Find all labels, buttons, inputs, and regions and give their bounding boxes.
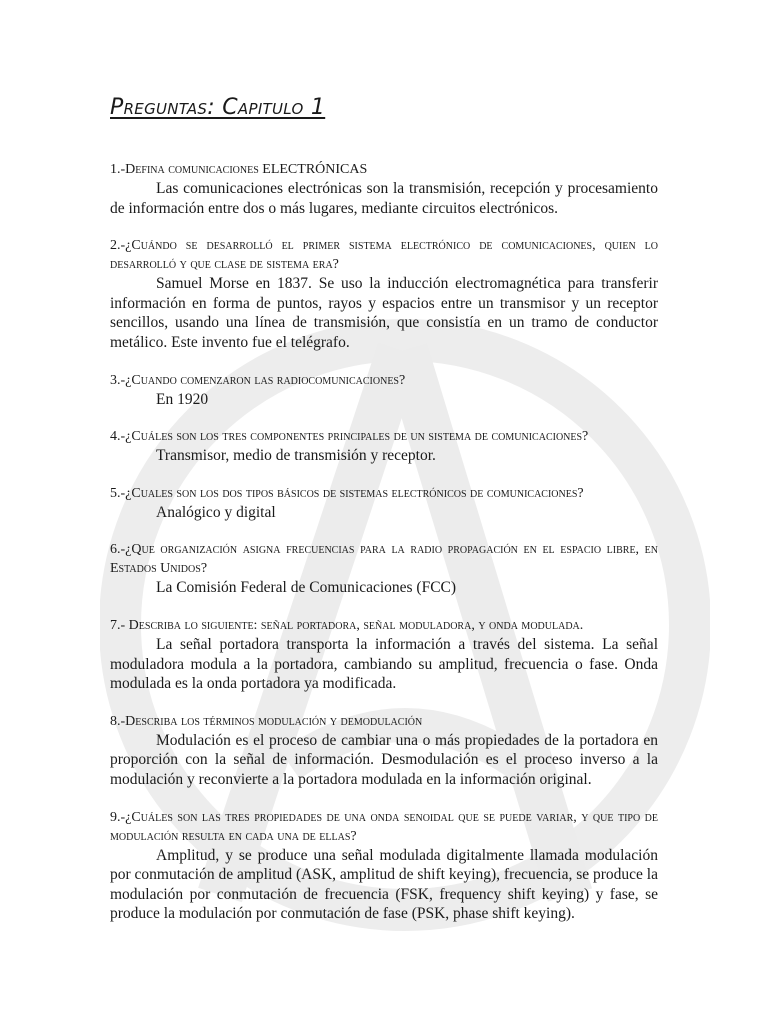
question-text: 8.-Describa los términos modulación y demodulación (110, 713, 423, 729)
question-text: 4.-¿Cuáles son los tres componentes principales de un sistema de comunicaciones? (110, 429, 589, 445)
question-2 (110, 236, 658, 352)
answer-text: Analógico y digital (156, 503, 276, 521)
question-9 (110, 808, 658, 924)
question-6 (110, 540, 658, 598)
question-text: 1.-Defina comunicaciones ELECTRÓNICAS (110, 162, 368, 177)
answer-text: La señal portadora transporta la información a través del sistema. La señal moduladora modula a la portadora, cambiando su amplitud, frecuencia o fase. Onda modulada es la onda portadora ya modificada. (110, 635, 658, 693)
question-text: 2.-¿Cuándo se desarrolló el primer sistema electrónico de comunicaciones, quien lo desarrolló y que clase de sistema era? (110, 238, 658, 273)
question-7 (110, 616, 658, 694)
question-3 (110, 371, 658, 410)
question-text: 6.-¿Que organización asigna frecuencias para la radio propagación en el espacio libre, en Estados Unidos? (110, 542, 658, 577)
answer-text: Samuel Morse en 1837. Se uso la inducción electromagnética para transferir información en forma de puntos, rayos y espacios entre un transmisor y un receptor sencillos, usando una línea de transmisión, que consistía en un tramo de conductor metálico. Este invento fue el telégrafo. (110, 275, 658, 351)
question-text: 7.- Describa lo siguiente: señal portadora, señal moduladora, y onda modulada. (110, 617, 584, 633)
question-1 (110, 160, 658, 218)
question-5 (110, 484, 658, 523)
answer-text: La Comisión Federal de Comunicaciones (FCC) (156, 579, 457, 597)
answer-text: Amplitud, y se produce una señal modulada digitalmente llamada modulación por conmutación de amplitud (ASK, amplitud de shift keying), frecuencia, se produce la modulación por conmutación de frecuencia (FSK, frequency shift keying) y fase, se produce la modulación por conmutación de fase (PSK, phase shift keying). (110, 846, 658, 923)
answer-text: En 1920 (156, 390, 209, 408)
page-title: Preguntas: Capitulo 1 (110, 95, 326, 120)
answer-text: Modulación es el proceso de cambiar una o más propiedades de la portadora en proporción con la señal de información. Desmodulación es el proceso inverso a la modulación y reconvierte a la portadora modulada en la información original. (110, 731, 658, 788)
question-text: 5.-¿Cuales son los dos tipos básicos de sistemas electrónicos de comunicaciones? (110, 485, 584, 501)
question-text: 9.-¿Cuáles son las tres propiedades de una onda senoidal que se puede variar, y que tipo de modulación resulta en cada una de ellas? (110, 809, 658, 844)
answer-text: Las comunicaciones electrónicas son la transmisión, recepción y procesamiento de información entre dos o más lugares, mediante circuitos electrónicos. (110, 180, 658, 217)
question-4 (110, 427, 658, 466)
answer-text: Transmisor, medio de transmisión y receptor. (156, 447, 436, 465)
document-page (110, 95, 658, 942)
question-8 (110, 712, 658, 790)
question-text: 3.-¿Cuando comenzaron las radiocomunicaciones? (110, 372, 406, 388)
